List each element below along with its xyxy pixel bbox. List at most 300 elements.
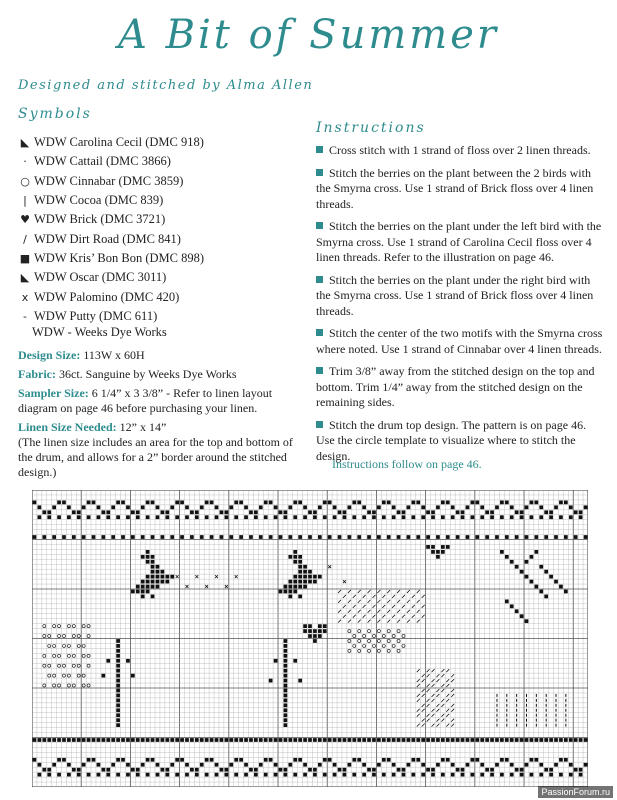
border-stitch: [500, 515, 504, 519]
border-stitch: [471, 773, 475, 777]
divider-stitch: [288, 738, 292, 742]
divider-stitch: [234, 738, 238, 742]
divider-stitch: [505, 535, 509, 539]
border-stitch: [38, 763, 42, 767]
border-stitch: [554, 763, 558, 767]
border-stitch: [67, 505, 71, 509]
border-stitch: [229, 763, 233, 767]
divider-stitch: [97, 738, 101, 742]
border-stitch: [57, 758, 61, 762]
stem-stitch: [116, 669, 120, 673]
stem-stitch: [116, 644, 120, 648]
divider-stitch: [554, 535, 558, 539]
border-stitch: [520, 515, 524, 519]
border-stitch: [67, 515, 71, 519]
border-stitch: [495, 505, 499, 509]
bird-stitch: [313, 575, 317, 579]
divider-stitch: [33, 738, 37, 742]
stem-stitch: [116, 664, 120, 668]
heart-stitch: [313, 639, 317, 643]
symbol-key-item: [18, 191, 204, 210]
border-stitch: [480, 505, 484, 509]
divider-stitch: [357, 738, 361, 742]
border-stitch: [323, 773, 327, 777]
heart-stitch: [303, 629, 307, 633]
border-stitch: [200, 505, 204, 509]
leaf-stitch: [106, 659, 110, 663]
stem-stitch: [284, 649, 288, 653]
border-stitch: [471, 515, 475, 519]
stem-stitch: [116, 713, 120, 717]
bird-stitch: [151, 555, 155, 559]
divider-stitch: [269, 535, 273, 539]
border-stitch: [165, 515, 169, 519]
border-stitch: [411, 501, 415, 505]
border-stitch: [77, 768, 81, 772]
border-stitch: [47, 510, 51, 514]
border-stitch: [431, 515, 435, 519]
stitch-symbol-icon: x: [21, 290, 29, 304]
border-stitch: [293, 515, 297, 519]
border-stitch: [185, 505, 189, 509]
border-stitch: [372, 515, 376, 519]
border-stitch: [549, 515, 553, 519]
border-stitch: [500, 501, 504, 505]
stem-stitch: [116, 674, 120, 678]
border-stitch: [520, 768, 524, 772]
border-stitch: [106, 773, 110, 777]
border-stitch: [77, 510, 81, 514]
bird-stitch: [308, 575, 312, 579]
border-stitch: [313, 768, 317, 772]
border-stitch: [348, 505, 352, 509]
stitch-symbol-icon: ○: [20, 174, 30, 188]
divider-stitch: [411, 738, 415, 742]
border-stitch: [156, 515, 160, 519]
symbol-key-item: [18, 268, 204, 287]
divider-stitch: [220, 738, 224, 742]
border-stitch: [362, 763, 366, 767]
leaf-stitch: [101, 674, 105, 678]
border-stitch: [510, 505, 514, 509]
branch-stitch: [525, 619, 529, 623]
border-stitch: [485, 510, 489, 514]
border-stitch: [195, 510, 199, 514]
border-stitch: [175, 773, 179, 777]
branch-stitch: [554, 580, 558, 584]
border-stitch: [57, 773, 61, 777]
divider-stitch: [382, 738, 386, 742]
square-bullet-icon: [316, 329, 323, 336]
border-stitch: [505, 501, 509, 505]
divider-stitch: [151, 738, 155, 742]
bird-stitch: [156, 585, 160, 589]
border-stitch: [180, 758, 184, 762]
divider-stitch: [397, 535, 401, 539]
branch-stitch: [525, 560, 529, 564]
instruction-item: [316, 364, 606, 411]
border-stitch: [151, 501, 155, 505]
border-stitch: [215, 505, 219, 509]
instruction-text: Stitch the drum top design. The pattern is on page 46. Use the circle template to visualize where to stitch the design.: [316, 417, 587, 463]
bird-stitch: [288, 555, 292, 559]
heart-stitch: [308, 634, 312, 638]
symbols-heading: Symbols: [18, 106, 92, 122]
symbol-key-item: [18, 133, 204, 152]
border-stitch: [402, 510, 406, 514]
divider-stitch: [421, 738, 425, 742]
border-stitch: [313, 773, 317, 777]
branch-stitch: [534, 550, 538, 554]
divider-stitch: [372, 738, 376, 742]
divider-stitch: [190, 738, 194, 742]
border-stitch: [510, 763, 514, 767]
branch-stitch: [534, 585, 538, 589]
divider-stitch: [377, 535, 381, 539]
border-stitch: [38, 505, 42, 509]
border-stitch: [402, 768, 406, 772]
border-stitch: [303, 505, 307, 509]
border-stitch: [141, 763, 145, 767]
divider-stitch: [101, 535, 105, 539]
stem-stitch: [284, 713, 288, 717]
divider-stitch: [426, 535, 430, 539]
divider-stitch: [407, 738, 411, 742]
stem-stitch: [116, 708, 120, 712]
border-stitch: [480, 763, 484, 767]
border-stitch: [106, 510, 110, 514]
border-stitch: [534, 501, 538, 505]
border-stitch: [333, 773, 337, 777]
border-stitch: [333, 763, 337, 767]
heart-stitch: [436, 550, 440, 554]
border-stitch: [387, 758, 391, 762]
stitch-symbol-icon: ◣: [20, 271, 30, 285]
divider-stitch: [333, 738, 337, 742]
bird-stitch: [151, 565, 155, 569]
border-stitch: [451, 505, 455, 509]
divider-stitch: [515, 738, 519, 742]
border-stitch: [471, 501, 475, 505]
bird-stitch: [318, 575, 322, 579]
bird-stitch: [151, 595, 155, 599]
bird-stitch: [156, 570, 160, 574]
border-stitch: [510, 773, 514, 777]
border-stitch: [38, 773, 42, 777]
bird-stitch: [293, 585, 297, 589]
divider-stitch: [180, 535, 184, 539]
border-stitch: [87, 501, 91, 505]
branch-stitch: [500, 550, 504, 554]
border-stitch: [52, 763, 56, 767]
follow-note: Instructions follow on page 46.: [332, 457, 482, 471]
border-stitch: [175, 501, 179, 505]
border-stitch: [313, 515, 317, 519]
heart-stitch: [323, 629, 327, 633]
heart-stitch: [436, 555, 440, 559]
border-stitch: [111, 763, 115, 767]
divider-stitch: [407, 535, 411, 539]
border-stitch: [382, 773, 386, 777]
border-stitch: [569, 773, 573, 777]
divider-stitch: [279, 535, 283, 539]
leaf-stitch: [293, 659, 297, 663]
border-stitch: [72, 510, 76, 514]
border-stitch: [205, 758, 209, 762]
border-stitch: [426, 510, 430, 514]
border-stitch: [549, 510, 553, 514]
branch-stitch: [510, 604, 514, 608]
stem-stitch: [284, 689, 288, 693]
border-stitch: [352, 515, 356, 519]
bird-stitch: [308, 580, 312, 584]
border-stitch: [244, 515, 248, 519]
border-stitch: [97, 763, 101, 767]
stitch-symbol-icon: ♥: [20, 213, 30, 227]
border-stitch: [131, 768, 135, 772]
divider-stitch: [348, 738, 352, 742]
bird-stitch: [284, 585, 288, 589]
instruction-text: Stitch the berries on the plant between the 2 birds with the Smyrna cross. Use 1 strand of Brick floss over 4 linen threads.: [316, 165, 594, 211]
divider-stitch: [495, 738, 499, 742]
border-stitch: [151, 758, 155, 762]
divider-stitch: [38, 738, 42, 742]
divider-stitch: [249, 535, 253, 539]
border-stitch: [288, 505, 292, 509]
border-stitch: [136, 515, 140, 519]
bird-stitch: [284, 590, 288, 594]
divider-stitch: [534, 738, 538, 742]
border-stitch: [195, 515, 199, 519]
border-stitch: [47, 768, 51, 772]
border-stitch: [372, 768, 376, 772]
bird-stitch: [293, 550, 297, 554]
border-stitch: [559, 515, 563, 519]
border-stitch: [534, 758, 538, 762]
divider-stitch: [146, 738, 150, 742]
stem-stitch: [284, 644, 288, 648]
divider-stitch: [574, 738, 578, 742]
border-stitch: [530, 773, 534, 777]
border-stitch: [224, 510, 228, 514]
bird-stitch: [146, 580, 150, 584]
border-stitch: [416, 758, 420, 762]
border-stitch: [131, 510, 135, 514]
border-stitch: [244, 773, 248, 777]
border-stitch: [318, 763, 322, 767]
divider-stitch: [466, 738, 470, 742]
divider-stitch: [456, 738, 460, 742]
divider-stitch: [416, 738, 420, 742]
border-stitch: [234, 515, 238, 519]
border-stitch: [490, 515, 494, 519]
border-stitch: [136, 773, 140, 777]
border-stitch: [47, 515, 51, 519]
divider-stitch: [584, 535, 588, 539]
square-bullet-icon: [316, 222, 323, 229]
divider-stitch: [392, 738, 396, 742]
bird-stitch: [288, 585, 292, 589]
border-stitch: [106, 768, 110, 772]
border-stitch: [539, 773, 543, 777]
symbol-key-list: [18, 133, 204, 326]
border-stitch: [357, 501, 361, 505]
divider-stitch: [52, 738, 56, 742]
border-stitch: [293, 501, 297, 505]
border-stitch: [416, 501, 420, 505]
divider-stitch: [269, 738, 273, 742]
border-stitch: [264, 773, 268, 777]
divider-stitch: [92, 535, 96, 539]
stem-stitch: [284, 723, 288, 727]
border-stitch: [525, 505, 529, 509]
divider-stitch: [210, 738, 214, 742]
divider-stitch: [224, 738, 228, 742]
border-stitch: [308, 510, 312, 514]
divider-stitch: [431, 738, 435, 742]
divider-stitch: [126, 738, 130, 742]
border-stitch: [343, 515, 347, 519]
border-stitch: [352, 758, 356, 762]
divider-stitch: [387, 738, 391, 742]
floss-label: WDW Dirt Road (DMC 841): [34, 231, 181, 246]
border-stitch: [554, 505, 558, 509]
leaf-stitch: [298, 679, 302, 683]
divider-stitch: [525, 535, 529, 539]
divider-stitch: [397, 738, 401, 742]
border-stitch: [126, 763, 130, 767]
divider-stitch: [121, 738, 125, 742]
border-stitch: [57, 501, 61, 505]
divider-stitch: [67, 738, 71, 742]
border-stitch: [264, 515, 268, 519]
divider-stitch: [131, 535, 135, 539]
divider-stitch: [416, 535, 420, 539]
border-stitch: [421, 763, 425, 767]
border-stitch: [421, 515, 425, 519]
stem-stitch: [116, 699, 120, 703]
border-stitch: [574, 510, 578, 514]
border-stitch: [539, 763, 543, 767]
divider-stitch: [106, 738, 110, 742]
divider-stitch: [515, 535, 519, 539]
divider-stitch: [549, 738, 553, 742]
border-stitch: [220, 510, 224, 514]
divider-stitch: [111, 738, 115, 742]
border-stitch: [559, 501, 563, 505]
spec-value: 12” x 14”: [119, 420, 167, 434]
border-stitch: [62, 501, 66, 505]
divider-stitch: [229, 535, 233, 539]
stem-stitch: [116, 649, 120, 653]
divider-stitch: [101, 738, 105, 742]
divider-stitch: [352, 738, 356, 742]
border-stitch: [461, 773, 465, 777]
divider-stitch: [544, 535, 548, 539]
stem-stitch: [284, 694, 288, 698]
border-stitch: [175, 758, 179, 762]
border-stitch: [313, 510, 317, 514]
divider-stitch: [446, 738, 450, 742]
instruction-item: [316, 273, 606, 320]
border-stitch: [407, 505, 411, 509]
divider-stitch: [284, 738, 288, 742]
border-stitch: [82, 505, 86, 509]
border-stitch: [451, 763, 455, 767]
divider-stitch: [72, 535, 76, 539]
border-stitch: [146, 501, 150, 505]
border-stitch: [323, 501, 327, 505]
border-stitch: [530, 758, 534, 762]
border-stitch: [559, 758, 563, 762]
divider-stitch: [131, 738, 135, 742]
divider-stitch: [338, 535, 342, 539]
design-size-spec: [18, 348, 303, 363]
divider-stitch: [564, 535, 568, 539]
stitch-symbol-icon: /: [23, 232, 27, 246]
border-stitch: [165, 773, 169, 777]
border-stitch: [284, 515, 288, 519]
divider-stitch: [175, 738, 179, 742]
border-stitch: [146, 515, 150, 519]
border-stitch: [539, 515, 543, 519]
divider-stitch: [151, 535, 155, 539]
border-stitch: [215, 773, 219, 777]
border-stitch: [579, 773, 583, 777]
floss-label: WDW Carolina Cecil (DMC 918): [34, 135, 204, 150]
stem-stitch: [284, 664, 288, 668]
divider-stitch: [436, 535, 440, 539]
branch-stitch: [505, 555, 509, 559]
border-stitch: [411, 758, 415, 762]
divider-stitch: [82, 535, 86, 539]
bird-stitch: [298, 560, 302, 564]
divider-stitch: [298, 738, 302, 742]
border-stitch: [116, 758, 120, 762]
border-stitch: [382, 758, 386, 762]
square-bullet-icon: [316, 146, 323, 153]
border-stitch: [170, 763, 174, 767]
border-stitch: [136, 768, 140, 772]
border-stitch: [520, 510, 524, 514]
bird-stitch: [146, 585, 150, 589]
border-stitch: [274, 773, 278, 777]
floss-label: WDW Cinnabar (DMC 3859): [34, 173, 184, 188]
symbol-key-item: [18, 249, 204, 268]
border-stitch: [77, 773, 81, 777]
divider-stitch: [259, 535, 263, 539]
heart-stitch: [426, 545, 430, 549]
border-stitch: [495, 763, 499, 767]
border-stitch: [47, 773, 51, 777]
border-stitch: [87, 773, 91, 777]
leaf-stitch: [131, 674, 135, 678]
brand-abbreviation-note: WDW - Weeks Dye Works: [32, 325, 167, 339]
divider-stitch: [328, 535, 332, 539]
border-stitch: [77, 515, 81, 519]
divider-stitch: [156, 738, 160, 742]
border-stitch: [510, 515, 514, 519]
branch-stitch: [510, 560, 514, 564]
divider-stitch: [170, 738, 174, 742]
border-stitch: [210, 501, 214, 505]
border-stitch: [224, 768, 228, 772]
border-stitch: [42, 510, 46, 514]
divider-stitch: [220, 535, 224, 539]
divider-stitch: [57, 738, 61, 742]
border-stitch: [82, 763, 86, 767]
border-stitch: [308, 768, 312, 772]
